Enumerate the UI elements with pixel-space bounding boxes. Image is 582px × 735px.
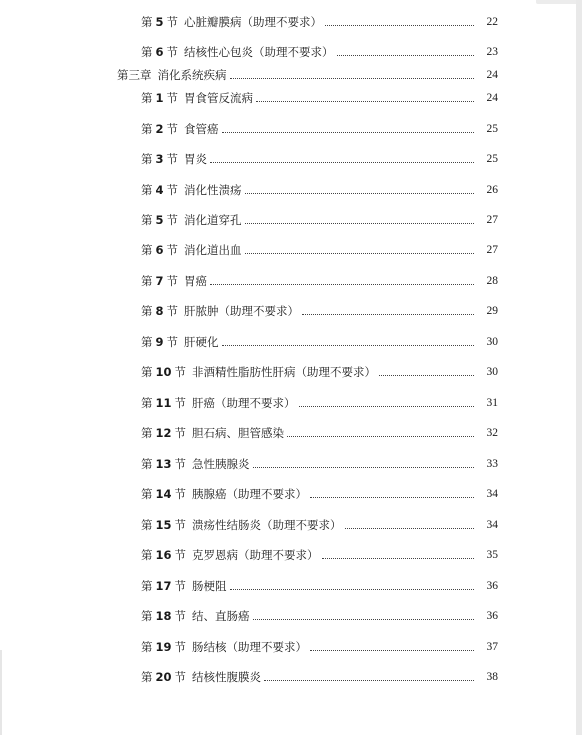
toc-section-number: 19 — [155, 640, 172, 654]
toc-page-number: 24 — [486, 69, 498, 81]
toc-section-suffix: 节 — [174, 548, 187, 562]
page-right-edge — [576, 0, 582, 735]
toc-section-entry[interactable] — [141, 42, 498, 62]
toc-section-number: 17 — [155, 579, 172, 593]
toc-entry-title: 非酒精性脂肪性肝病（助理不要求） — [192, 365, 377, 379]
toc-page-number: 31 — [486, 397, 498, 409]
toc-entry-title: 溃疡性结肠炎（助理不要求） — [192, 518, 342, 532]
toc-section-prefix: 第 — [141, 183, 153, 197]
toc-page-number: 25 — [486, 123, 498, 135]
toc-dot-leader — [302, 314, 474, 315]
toc-section-number: 16 — [155, 548, 172, 562]
toc-page-number: 30 — [486, 336, 498, 348]
toc-dot-leader — [230, 589, 474, 590]
toc-section-number: 10 — [155, 365, 172, 379]
toc-page-number: 36 — [486, 580, 498, 592]
toc-dot-leader — [253, 467, 474, 468]
toc-section-prefix: 第 — [141, 487, 153, 501]
toc-page-number: 35 — [486, 549, 498, 561]
toc-chapter-entry[interactable] — [117, 65, 498, 85]
toc-section-number: 14 — [155, 487, 172, 501]
toc-entry-title: 肝癌（助理不要求） — [192, 396, 296, 410]
toc-section-number: 6 — [155, 45, 164, 59]
toc-section-entry[interactable] — [141, 180, 498, 200]
toc-section-entry[interactable] — [141, 484, 498, 504]
toc-section-entry[interactable] — [141, 119, 498, 139]
toc-section-entry[interactable] — [141, 362, 498, 382]
toc-page-number: 33 — [486, 458, 498, 470]
toc-section-suffix: 节 — [174, 426, 187, 440]
toc-entry-title: 克罗恩病（助理不要求） — [192, 548, 319, 562]
toc-entry-title: 肝硬化 — [184, 335, 219, 349]
toc-section-suffix: 节 — [166, 183, 179, 197]
toc-entry-title: 消化道穿孔 — [184, 213, 242, 227]
toc-section-entry[interactable] — [141, 149, 498, 169]
toc-dot-leader — [245, 253, 474, 254]
page-left-edge — [0, 650, 2, 735]
toc-dot-leader — [222, 345, 474, 346]
toc-entry-title: 消化性溃疡 — [184, 183, 242, 197]
toc-entry-title: 心脏瓣膜病（助理不要求） — [184, 15, 323, 29]
toc-section-suffix: 节 — [166, 122, 179, 136]
toc-section-number: 9 — [155, 335, 164, 349]
toc-section-number: 4 — [155, 183, 164, 197]
toc-section-suffix: 节 — [174, 670, 187, 684]
toc-section-number: 8 — [155, 304, 164, 318]
toc-section-entry[interactable] — [141, 545, 498, 565]
toc-section-entry[interactable] — [141, 12, 498, 32]
toc-section-entry[interactable] — [141, 271, 498, 291]
toc-section-number: 6 — [155, 243, 164, 257]
toc-dot-leader — [253, 619, 474, 620]
toc-section-suffix: 节 — [166, 304, 179, 318]
toc-section-suffix: 节 — [166, 152, 179, 166]
toc-section-number: 18 — [155, 609, 172, 623]
toc-dot-leader — [310, 650, 474, 651]
toc-section-number: 12 — [155, 426, 172, 440]
toc-dot-leader — [264, 680, 474, 681]
toc-section-number: 5 — [155, 213, 164, 227]
toc-page-number: 29 — [486, 305, 498, 317]
toc-section-suffix: 节 — [174, 609, 187, 623]
toc-page-number: 23 — [486, 46, 498, 58]
toc-entry-title: 消化道出血 — [184, 243, 242, 257]
toc-section-suffix: 节 — [166, 213, 179, 227]
toc-page-number: 26 — [486, 184, 498, 196]
toc-section-prefix: 第 — [141, 15, 153, 29]
toc-section-suffix: 节 — [166, 243, 179, 257]
toc-section-suffix: 节 — [174, 396, 187, 410]
toc-section-entry[interactable] — [141, 515, 498, 535]
toc-dot-leader — [379, 375, 474, 376]
toc-section-prefix: 第 — [141, 548, 153, 562]
toc-dot-leader — [287, 436, 474, 437]
toc-entry-title: 结核性腹膜炎 — [192, 670, 262, 684]
toc-section-prefix: 第 — [141, 365, 153, 379]
toc-section-prefix: 第 — [141, 579, 153, 593]
toc-section-prefix: 第 — [141, 457, 153, 471]
toc-entry-title: 肠梗阻 — [192, 579, 227, 593]
toc-section-number: 15 — [155, 518, 172, 532]
toc-section-number: 20 — [155, 670, 172, 684]
page-corner-mark — [536, 0, 578, 4]
toc-dot-leader — [245, 223, 474, 224]
toc-section-prefix: 第 — [141, 91, 153, 105]
toc-dot-leader — [230, 78, 475, 79]
toc-entry-title: 胃食管反流病 — [184, 91, 254, 105]
toc-page-number: 28 — [486, 275, 498, 287]
toc-section-number: 13 — [155, 457, 172, 471]
toc-page-number: 25 — [486, 153, 498, 165]
toc-section-number: 2 — [155, 122, 164, 136]
toc-page-number: 22 — [486, 16, 498, 28]
toc-section-prefix: 第 — [141, 274, 153, 288]
toc-entry-title: 胆石病、胆管感染 — [192, 426, 285, 440]
toc-dot-leader — [337, 55, 474, 56]
toc-section-entry[interactable] — [141, 301, 498, 321]
toc-entry-title: 急性胰腺炎 — [192, 457, 250, 471]
toc-section-suffix: 节 — [166, 15, 179, 29]
toc-section-prefix: 第 — [141, 518, 153, 532]
toc-page-number: 38 — [486, 671, 498, 683]
toc-entry-title: 结核性心包炎（助理不要求） — [184, 45, 334, 59]
toc-dot-leader — [222, 132, 474, 133]
toc-section-entry[interactable] — [141, 637, 498, 657]
toc-section-prefix: 第 — [141, 640, 153, 654]
toc-section-prefix: 第 — [141, 609, 153, 623]
toc-section-entry[interactable] — [141, 454, 498, 474]
toc-dot-leader — [322, 558, 474, 559]
toc-entry-title: 消化系统疾病 — [157, 68, 227, 82]
toc-chapter-label: 第三章 — [117, 68, 152, 82]
toc-entry-title: 肠结核（助理不要求） — [192, 640, 308, 654]
toc-section-entry[interactable] — [141, 240, 498, 260]
toc-section-prefix: 第 — [141, 213, 153, 227]
toc-page-number: 34 — [486, 488, 498, 500]
toc-section-suffix: 节 — [166, 335, 179, 349]
toc-section-number: 1 — [155, 91, 164, 105]
toc-section-prefix: 第 — [141, 335, 153, 349]
toc-page-number: 32 — [486, 427, 498, 439]
toc-section-prefix: 第 — [141, 396, 153, 410]
toc-section-suffix: 节 — [174, 518, 187, 532]
toc-section-suffix: 节 — [174, 640, 187, 654]
toc-page-number: 37 — [486, 641, 498, 653]
toc-page-number: 34 — [486, 519, 498, 531]
toc-dot-leader — [325, 25, 474, 26]
toc-entry-title: 胃癌 — [184, 274, 208, 288]
toc-page-number: 36 — [486, 610, 498, 622]
toc-section-entry[interactable] — [141, 576, 498, 596]
toc-section-prefix: 第 — [141, 426, 153, 440]
toc-section-suffix: 节 — [166, 274, 179, 288]
toc-page-number: 24 — [486, 92, 498, 104]
toc-section-suffix: 节 — [174, 457, 187, 471]
toc-section-entry[interactable] — [141, 606, 498, 626]
toc-section-prefix: 第 — [141, 152, 153, 166]
toc-page-number: 27 — [486, 244, 498, 256]
toc-dot-leader — [345, 528, 474, 529]
toc-section-number: 11 — [155, 396, 172, 410]
toc-section-entry[interactable] — [141, 88, 498, 108]
toc-section-number: 5 — [155, 15, 164, 29]
toc-entry-title: 胃炎 — [184, 152, 208, 166]
toc-page-number: 27 — [486, 214, 498, 226]
toc-section-prefix: 第 — [141, 45, 153, 59]
toc-dot-leader — [256, 101, 474, 102]
toc-section-entry[interactable] — [141, 667, 498, 687]
toc-section-number: 3 — [155, 152, 164, 166]
toc-dot-leader — [210, 162, 474, 163]
toc-section-entry[interactable] — [141, 393, 498, 413]
toc-dot-leader — [210, 284, 474, 285]
toc-section-prefix: 第 — [141, 122, 153, 136]
toc-dot-leader — [245, 193, 474, 194]
toc-section-prefix: 第 — [141, 304, 153, 318]
toc-section-prefix: 第 — [141, 670, 153, 684]
toc-dot-leader — [299, 406, 474, 407]
toc-dot-leader — [310, 497, 474, 498]
toc-entry-title: 肝脓肿（助理不要求） — [184, 304, 300, 318]
toc-section-suffix: 节 — [174, 365, 187, 379]
toc-section-suffix: 节 — [166, 45, 179, 59]
toc-section-suffix: 节 — [174, 579, 187, 593]
toc-page-number: 30 — [486, 366, 498, 378]
toc-entry-title: 胰腺癌（助理不要求） — [192, 487, 308, 501]
toc-section-suffix: 节 — [166, 91, 179, 105]
toc-entry-title: 结、直肠癌 — [192, 609, 250, 623]
toc-section-entry[interactable] — [141, 423, 498, 443]
toc-entry-title: 食管癌 — [184, 122, 219, 136]
toc-section-entry[interactable] — [141, 332, 498, 352]
toc-section-number: 7 — [155, 274, 164, 288]
toc-section-suffix: 节 — [174, 487, 187, 501]
toc-section-entry[interactable] — [141, 210, 498, 230]
toc-section-prefix: 第 — [141, 243, 153, 257]
